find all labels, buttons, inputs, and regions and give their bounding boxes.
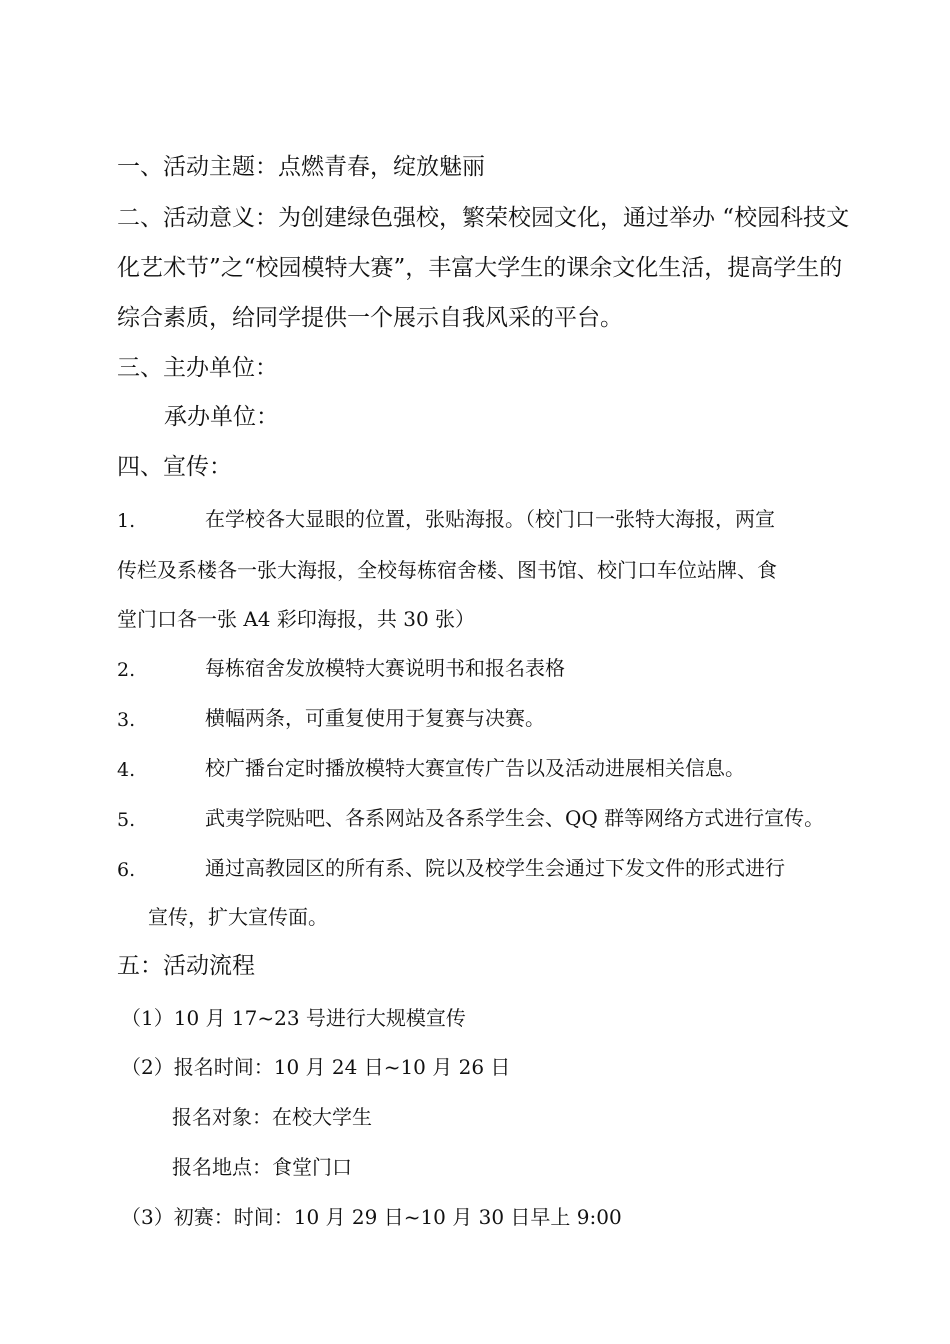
list-item-text: 每栋宿舍发放模特大赛说明书和报名表格 xyxy=(205,656,565,680)
list-item-text: 在学校各大显眼的位置，张贴海报。（校门口一张特大海报，两宣 xyxy=(205,507,775,531)
section-organizer: 承办单位： xyxy=(164,404,279,430)
section-significance-line-1: 二、活动意义：为创建绿色强校，繁荣校园文化，通过举办 “校园科技文 xyxy=(117,205,850,231)
process-step: （1）10 月 17~23 号进行大规模宣传 xyxy=(121,1006,466,1030)
list-item-text: 武夷学院贴吧、各系网站及各系学生会、QQ 群等网络方式进行宣传。 xyxy=(205,806,825,830)
list-item-text: 宣传，扩大宣传面。 xyxy=(148,905,328,929)
process-step: 报名对象：在校大学生 xyxy=(172,1105,372,1129)
list-item-number: 4. xyxy=(117,759,136,781)
process-step: （3）初赛：时间：10 月 29 日~10 月 30 日早上 9:00 xyxy=(121,1205,622,1229)
list-item-text: 通过高教园区的所有系、院以及校学生会通过下发文件的形式进行 xyxy=(205,856,785,880)
list-item-number: 3. xyxy=(117,709,136,731)
list-item-text: 堂门口各一张 A4 彩印海报，共 30 张） xyxy=(117,607,476,631)
list-item-number: 1. xyxy=(117,510,136,532)
process-step: 报名地点：食堂门口 xyxy=(172,1155,352,1179)
list-item-number: 2. xyxy=(117,659,136,681)
list-item-text: 传栏及系楼各一张大海报，全校每栋宿舍楼、图书馆、校门口车位站牌、食 xyxy=(117,558,777,582)
list-item-number: 6. xyxy=(117,859,136,881)
process-step: （2）报名时间：10 月 24 日~10 月 26 日 xyxy=(121,1055,511,1079)
section-host: 三、主办单位： xyxy=(117,355,278,381)
section-theme: 一、活动主题：点燃青春，绽放魅丽 xyxy=(117,154,485,180)
list-item-number: 5. xyxy=(117,809,136,831)
section-significance-line-3: 综合素质，给同学提供一个展示自我风采的平台。 xyxy=(117,305,623,331)
list-item-text: 校广播台定时播放模特大赛宣传广告以及活动进展相关信息。 xyxy=(205,756,745,780)
section-significance-line-2: 化艺术节”之“校园模特大赛”，丰富大学生的课余文化生活，提高学生的 xyxy=(117,255,843,281)
list-item-text: 横幅两条，可重复使用于复赛与决赛。 xyxy=(205,706,545,730)
section-process-heading: 五：活动流程 xyxy=(117,953,255,979)
section-publicity-heading: 四、宣传： xyxy=(117,454,232,480)
